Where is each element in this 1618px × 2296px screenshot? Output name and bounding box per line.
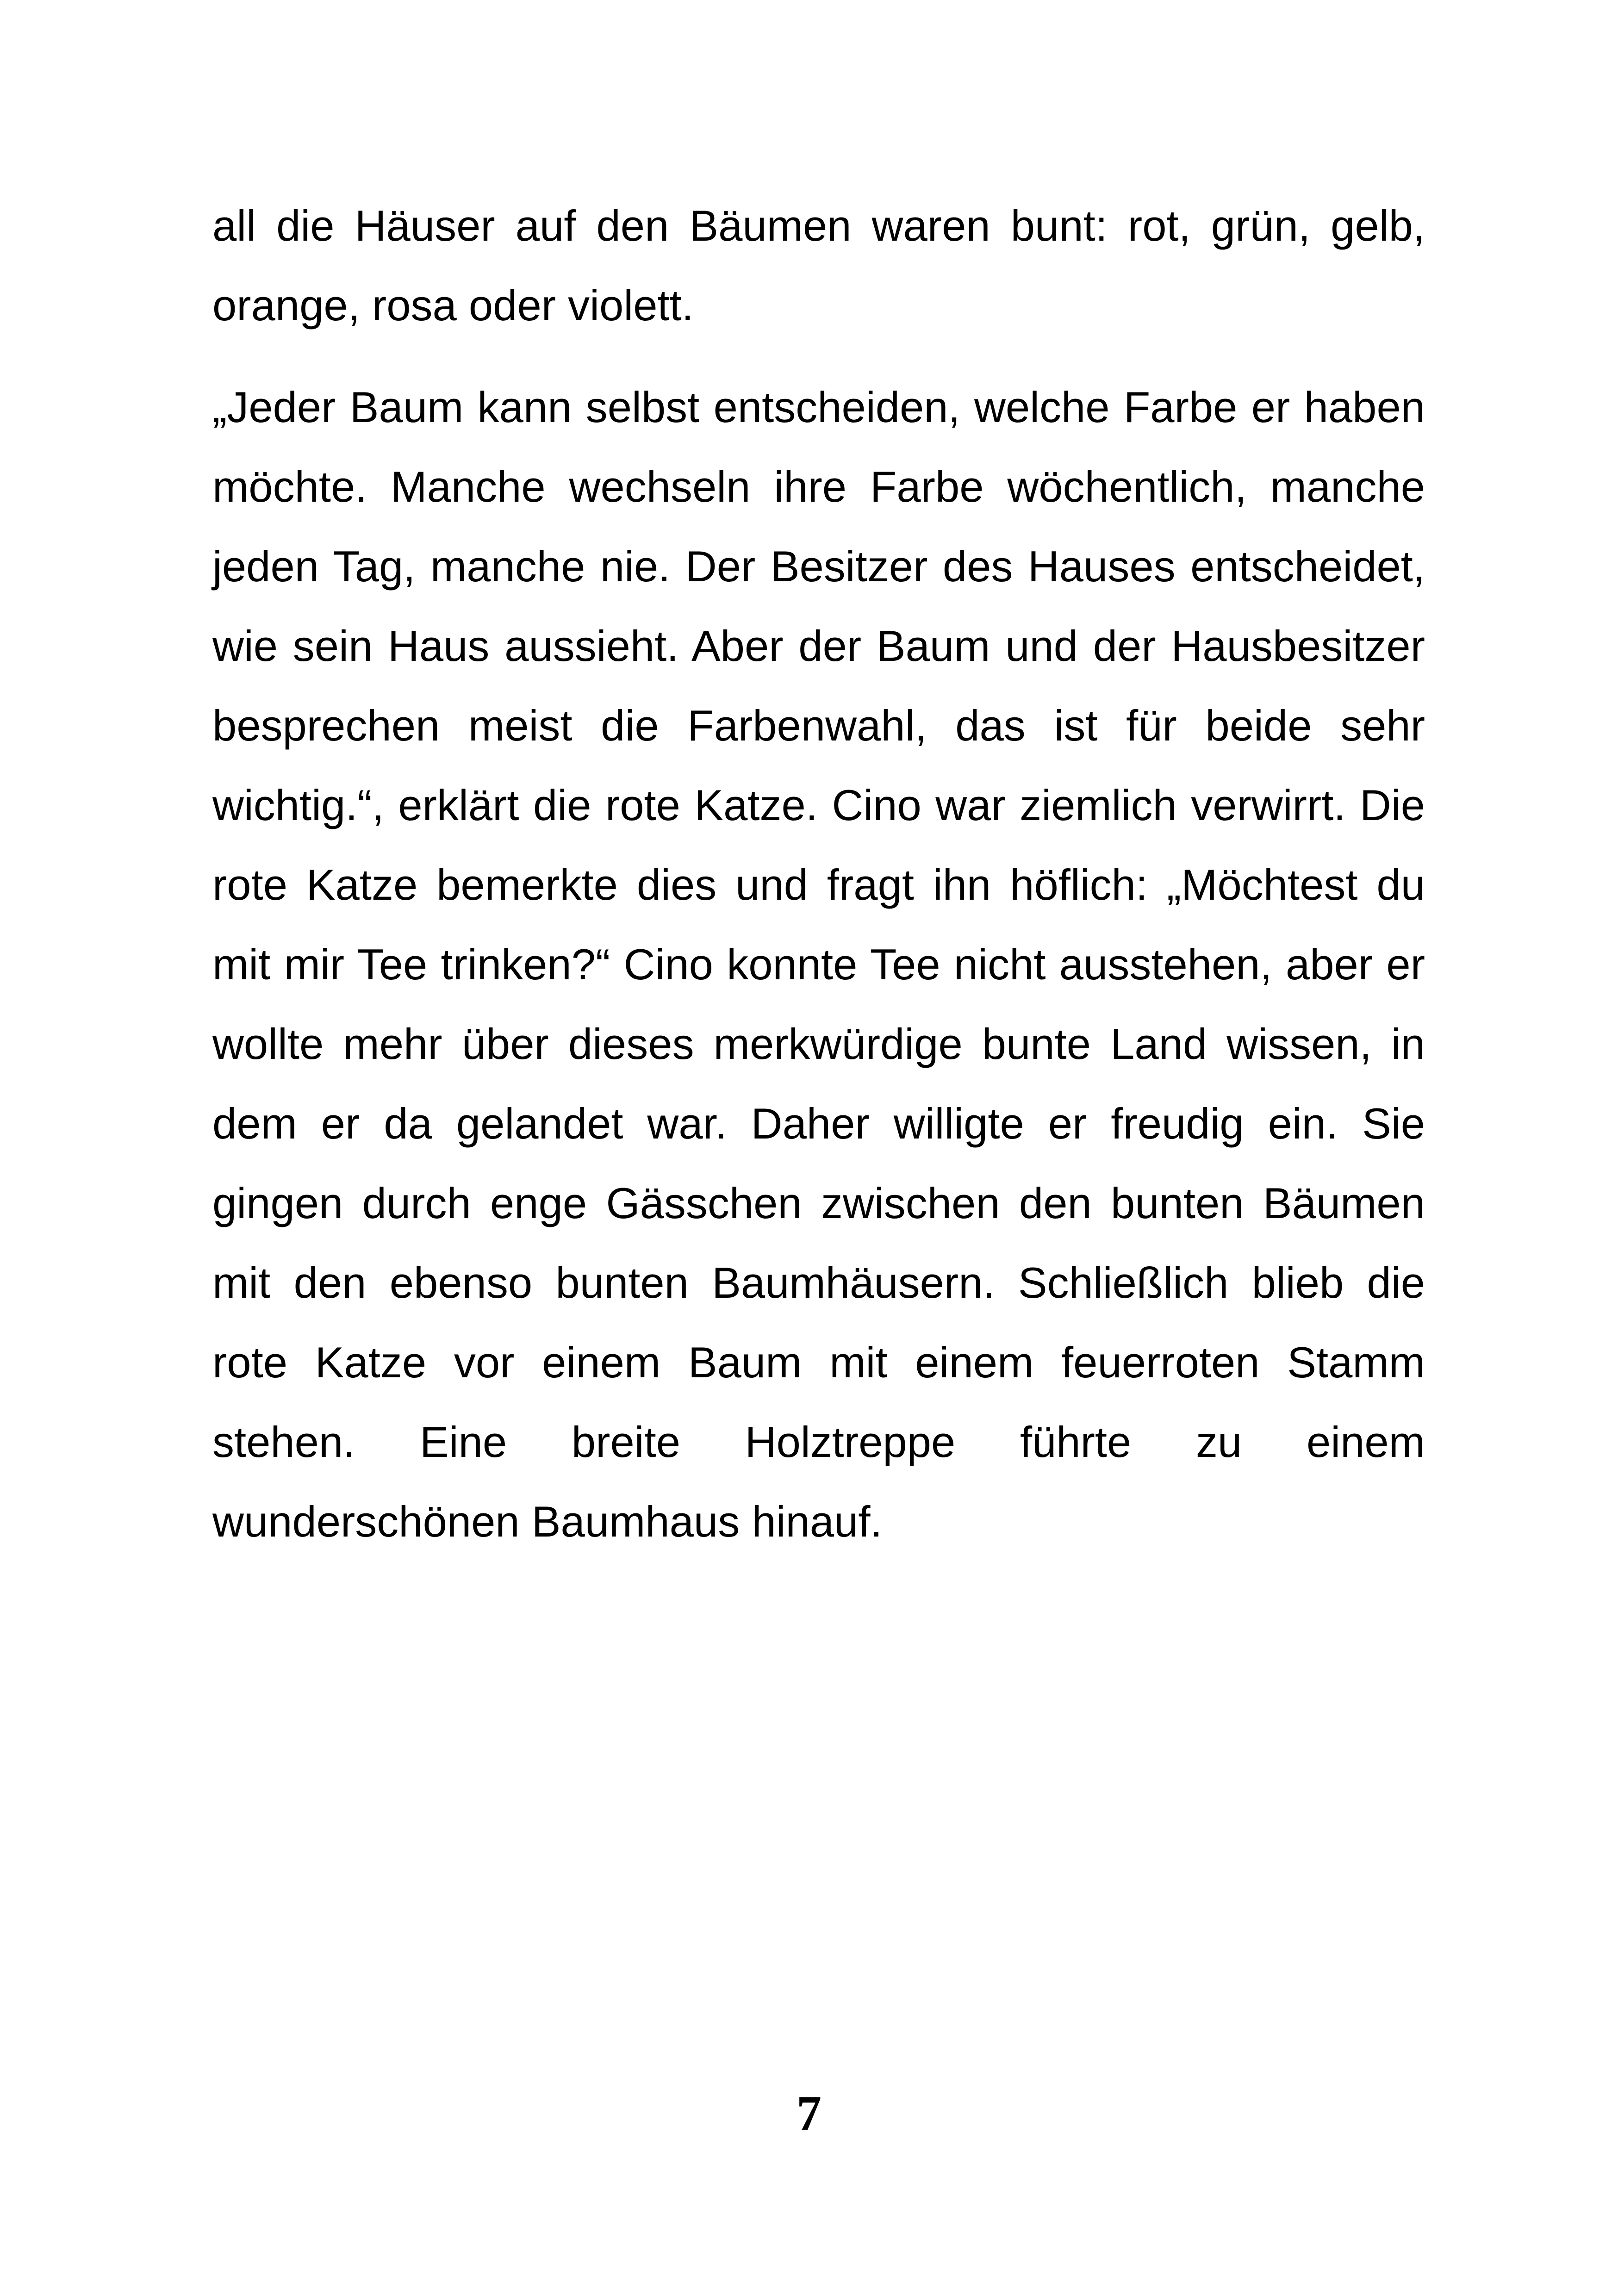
paragraph-1: all die Häuser auf den Bäumen waren bunt: rot, grün, gelb, orange, rosa oder violett. <box>212 201 1425 330</box>
paragraph-2: „Jeder Baum kann selbst entscheiden, welche Farbe er haben möchte. Manche wechseln ihre Farbe wöchentlich, manche jeden Tag, manche nie. Der Besitzer des Hauses entscheidet, wie sein Haus aussieht. Aber der Baum und der Hausbesitzer besprechen meist die Farbenwahl, das ist für beide sehr wichtig.“, erklärt die rote Katze. Cino war ziemlich verwirrt. Die rote Katze bemerkte dies und fragt ihn höflich: „Möchtest du mit mir Tee trinken?“ Cino konnte Tee nicht ausstehen, aber er wollte mehr über dieses merkwürdige bunte Land wissen, in dem er da gelandet war. Daher willigte er freudig ein. Sie gingen durch enge Gässchen zwischen den bunten Bäumen mit den ebenso bunten Baumhäusern. Schließlich blieb die rote Katze vor einem Baum mit einem feuerroten Stamm stehen. Eine breite Holztreppe führte zu einem wunderschönen Baumhaus hinauf. <box>212 383 1425 1546</box>
body-text <box>212 186 1425 1562</box>
page-number: 7 <box>797 2086 821 2141</box>
